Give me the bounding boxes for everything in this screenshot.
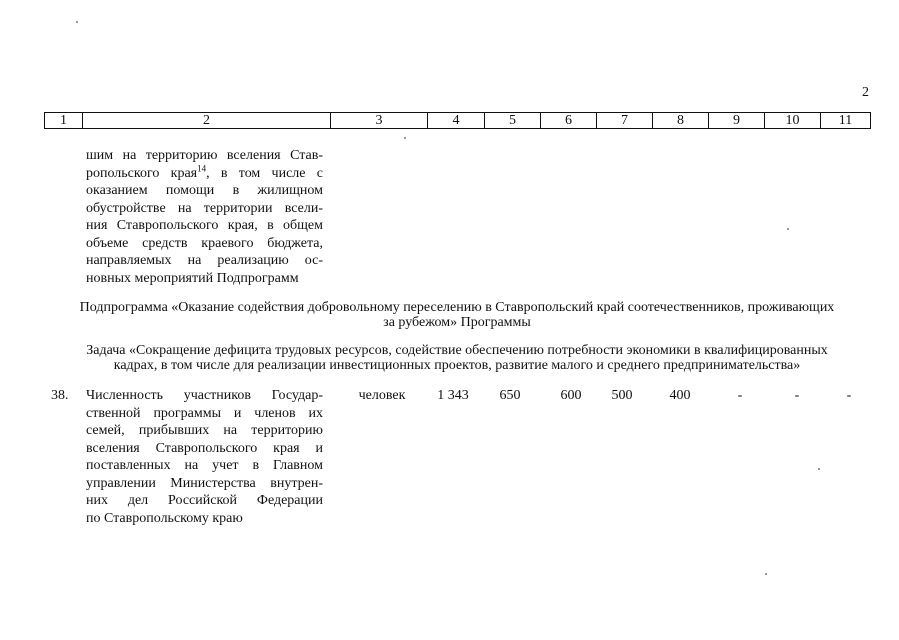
heading-line: Задача «Сокращение дефицита трудовых ресурсов, содействие обеспечению потребности экономики в квалифицированных	[86, 343, 828, 358]
text-line: новных мероприятий Подпрограмм	[86, 270, 299, 286]
row-value-col11: -	[846, 388, 852, 403]
subprogram-heading	[40, 300, 874, 330]
scan-speck	[404, 137, 406, 139]
column-number-9: 9	[709, 113, 765, 129]
row-value-col6: 600	[560, 388, 582, 403]
heading-line: Подпрограмма «Оказание содействия добровольному переселению в Ставропольский край соотечественников, проживающих	[79, 300, 835, 315]
column-number-header	[44, 112, 871, 129]
text-line: объеме средств краевого бюджета,	[86, 235, 323, 251]
column-number-4: 4	[428, 113, 485, 129]
scan-speck	[818, 468, 820, 470]
heading-line: кадрах, в том числе для реализации инвестиционных проектов, развитие малого и среднего предпринимательства»	[113, 358, 801, 373]
row-unit: человек	[358, 388, 406, 403]
row-value-col4: 1 343	[437, 388, 469, 403]
text-line: ственной программы и членов их	[86, 405, 323, 421]
row-value-col10: -	[794, 388, 800, 403]
task-heading	[40, 343, 874, 373]
column-number-11: 11	[821, 113, 871, 129]
scan-speck	[76, 21, 78, 23]
text-line: по Ставропольскому краю	[86, 510, 243, 526]
text-line: семей, прибывших на территорию	[86, 423, 323, 438]
text-fragment: , в том числе с	[206, 165, 323, 181]
text-line	[86, 162, 323, 183]
column-number-2: 2	[83, 113, 331, 129]
column-number-6: 6	[541, 113, 597, 129]
row-value-col8: 400	[669, 388, 691, 403]
footnote-mark: 14	[197, 162, 207, 173]
column-number-3: 3	[331, 113, 428, 129]
text-line: поставленных на учет в Главном	[86, 458, 323, 473]
row-value-col5: 650	[499, 388, 521, 403]
column-number-5: 5	[485, 113, 541, 129]
row-number: 38.	[51, 388, 69, 403]
row-description	[86, 387, 323, 527]
text-line: ния Ставропольского края, в общем	[86, 218, 323, 233]
text-line: оказанием помощи в жилищном	[86, 183, 323, 198]
text-fragment: ропольского края	[86, 165, 198, 181]
column-number-8: 8	[653, 113, 709, 129]
scan-speck	[787, 228, 789, 230]
text-line: обустройстве на территории всели-	[86, 200, 323, 216]
page-number: 2	[862, 85, 869, 100]
column-number-1: 1	[45, 113, 83, 129]
text-line: них дел Российской Федерации	[86, 493, 323, 508]
scan-speck	[765, 573, 767, 575]
row-value-col7: 500	[611, 388, 633, 403]
continued-indicator-text	[86, 147, 323, 287]
text-line: шим на территорию вселения Став-	[86, 148, 323, 163]
text-line: направляемых на реализацию ос-	[86, 253, 323, 268]
row-value-col9: -	[737, 388, 743, 403]
text-line: управлении Министерства внутрен-	[86, 475, 323, 491]
column-number-10: 10	[765, 113, 821, 129]
heading-line: за рубежом» Программы	[383, 315, 531, 330]
text-line: вселения Ставропольского края и	[86, 440, 323, 456]
column-number-7: 7	[597, 113, 653, 129]
text-line: Численность участников Государ-	[86, 388, 323, 403]
